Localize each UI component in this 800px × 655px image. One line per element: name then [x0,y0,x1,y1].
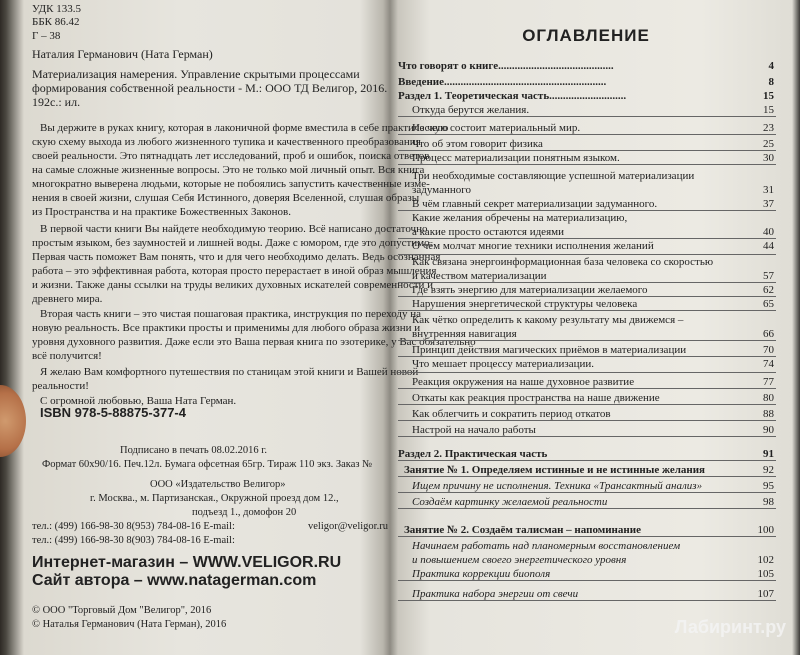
toc-entry-page: 102 [757,554,774,566]
toc-entry-title: Введение........................................................... [398,76,607,88]
publisher-line: ООО «Издательство Велигор» [150,479,286,490]
toc-entry-page: 23 [763,122,774,134]
toc-entry [398,138,776,150]
copyright-line: © ООО "Торговый Дом "Велигор", 2016 [32,605,212,616]
toc-entry [398,104,776,116]
toc-entry-page: 74 [763,358,774,370]
toc-entry-page: 100 [757,524,774,536]
imprint-line: В первой части книги Вы найдете необходимую теорию. Всё написано достаточно [40,223,428,235]
toc-entry [398,588,776,600]
imprint-line: новую реальность. Все практики просты и применимы для любого образа жизни и [32,322,421,334]
toc-entry-page: 65 [763,298,774,310]
table-rule [398,460,776,461]
imprint-line: нения в своей жизни, слушая Себя Истинного, доверяя Вселенной, слушая образы [32,192,420,204]
table-rule [398,536,776,537]
publisher-line: Формат 60х90/16. Печ.12л. Бумага офсетная 65гр. Тираж 110 экз. Заказ № [42,459,373,470]
toc-entry-title: Начинаем работать над планомерным восстановлением [412,540,681,552]
imprint-line: Первая часть поможет Вам понять, что и для чего необходимо делать. Ведь осознанная [32,251,441,263]
toc-entry [398,122,776,134]
toc-entry-title: Раздел 2. Практическая часть [398,448,548,460]
toc-entry-title: О чём молчат многие техники исполнения желаний [412,240,654,252]
imprint-line: простым языком, без заумностей и лишней воды. Даже с юмором, где это допустимо. [32,237,433,249]
table-rule [398,254,776,255]
toc-entry [398,60,776,72]
toc-entry-title: Как облегчить и сократить период откатов [412,408,611,420]
imprint-line: на самые сложные жизненные вопросы. Это не только мой личный опыт. Вся книга [32,164,425,176]
toc-entry-title: Создаём картинку желаемой реальности [412,496,608,508]
copyright-line: © Наталья Германович (Ната Герман), 2016 [32,619,227,630]
imprint-line: С огромной любовью, Ваша Ната Герман. [40,395,237,407]
toc-entry-page: 15 [763,104,774,116]
toc-entry-title: Как связана энергоинформационная база человека со скоростью [412,256,714,268]
table-rule [398,210,776,211]
table-rule [398,164,776,165]
table-rule [398,580,776,581]
toc-entry-title: Как чётко определить к какому результату мы движемся – [412,314,684,326]
toc-entry-page: 62 [763,284,774,296]
table-rule [398,600,776,601]
toc-entry-title: Практика набора энергии от свечи [412,588,579,600]
table-rule [398,282,776,283]
toc-entry-title: В чём главный секрет материализации задуманного. [412,198,658,210]
toc-entry-page: 105 [757,568,774,580]
toc-entry [398,212,776,224]
watermark-logo: Лабиринт.ру [674,617,786,637]
imprint-line: Материализация намерения. Управление скрытыми процессами [32,67,360,81]
toc-entry [398,298,776,310]
toc-entry-title: Что говорят о книге.......................................... [398,60,614,72]
table-rule [398,238,776,239]
toc-entry-page: 66 [763,328,774,340]
toc-entry-title: и повышением своего энергетического уровня [412,554,627,566]
toc-entry-page: 91 [763,448,774,460]
toc-entry-page: 95 [763,480,774,492]
toc-entry-page: 88 [763,408,774,420]
publisher-line: подъезд 1., домофон 20 [192,507,297,518]
table-rule [398,310,776,311]
toc-entry-title: задуманного [412,184,471,196]
table-rule [398,436,776,437]
toc-entry-page: 107 [757,588,774,600]
toc-entry [398,448,776,460]
toc-entry-title: Что мешает процессу материализации. [412,358,595,370]
table-rule [398,404,776,405]
imprint-line: работа – это эффективная работа, которая просто перерастает в иной образ мышления [32,265,437,277]
toc-entry-page: 40 [763,226,774,238]
table-rule [398,420,776,421]
imprint-line: скую схему выхода из любого жизненного тупика и качественного преобразования [32,136,421,148]
toc-entry [398,464,776,476]
author-site: Сайт автора – www.natagerman.com [32,572,317,589]
toc-entry-title: Нарушения энергетической структуры человека [412,298,638,310]
toc-entry-title: Откаты как реакция пространства на наше движение [412,392,660,404]
imprint-line: Вторая часть книги – это чистая пошаговая практика, инструкция по переходу на [40,308,421,320]
imprint-line: Наталия Германович (Ната Герман) [32,47,213,61]
shop-url: Интернет-магазин – WWW.VELIGOR.RU [32,554,342,571]
imprint-line: уровня духовного развития. Даже если это Ваша первая книга по эзотерике, у Вас обязательно [32,336,476,348]
publisher-line: тел.: (499) 166-98-30 8(953) 784-08-16 E-mail: [32,521,235,532]
toc-entry [398,152,776,164]
toc-entry-title: Настрой на начало работы [412,424,536,436]
toc-entry [398,270,776,282]
toc-entry-page: 98 [763,496,774,508]
toc-entry-page: 92 [763,464,774,476]
toc-entry-title: Ищем причину не исполнения. Техника «Трансактный анализ» [412,480,703,492]
toc-entry [398,568,776,580]
toc-entry [398,76,776,88]
toc-entry-page: 31 [763,184,774,196]
toc-entry [398,184,776,196]
toc-entry-title: Процесс материализации понятным языком. [412,152,620,164]
table-rule [398,296,776,297]
toc-entry-title: Где взять энергию для материализации желаемого [412,284,648,296]
toc-entry-page: 57 [763,270,774,282]
toc-entry-title: Раздел 1. Теоретическая часть............................ [398,90,627,102]
toc-title: ОГЛАВЛЕНИЕ [522,26,650,45]
toc-entry [398,424,776,436]
toc-entry-page: 30 [763,152,774,164]
toc-entry-title: Откуда берутся желания. [412,104,530,116]
toc-entry [398,358,776,370]
table-rule [398,340,776,341]
toc-entry-title: Практика коррекции биополя [412,568,551,580]
toc-entry [398,392,776,404]
table-rule [398,492,776,493]
toc-entry [398,540,776,552]
toc-entry-page: 44 [763,240,774,252]
imprint-line: Вы держите в руках книгу, которая в лаконичной форме вместила в себе практическую [40,122,449,134]
toc-entry-title: и качеством материализации [412,270,547,282]
toc-entry [398,170,776,182]
toc-entry-page: 4 [768,60,774,72]
toc-entry [398,90,776,102]
toc-entry-title: Реакция окружения на наше духовное развитие [412,376,635,388]
imprint-line: ББК 86.42 [32,16,80,28]
toc-entry-page: 80 [763,392,774,404]
toc-entry [398,240,776,252]
imprint-line: УДК 133.5 [32,3,82,15]
publisher-line: Подписано в печать 08.02.2016 г. [120,445,267,456]
imprint-line: древнего мира. [32,293,103,305]
toc-entry [398,198,776,210]
toc-entry-title: Занятие № 2. Создаём талисман – напоминание [404,524,641,536]
publisher-line: тел.: (499) 166-98-30 8(903) 784-08-16 E-mail: [32,535,235,546]
toc-entry-page: 70 [763,344,774,356]
toc-entry-title: Занятие № 1. Определяем истинные и не истинные желания [404,464,706,476]
toc-entry-title: внутренняя навигация [412,328,517,340]
imprint-line: Я желаю Вам комфортного путешествия по станицам этой книги и Вашей новой [40,366,419,378]
toc-entry-title: а какие просто остаются идеями [412,226,564,238]
toc-entry [398,480,776,492]
publisher-line: veligor@veligor.ru [308,521,388,532]
table-rule [398,476,776,477]
toc-entry [398,256,776,268]
toc-entry [398,284,776,296]
toc-entry [398,554,776,566]
toc-entry [398,376,776,388]
toc-entry-title: Из чего состоит материальный мир. [412,122,581,134]
imprint-line: формирования собственной реальности - М.: ООО ТД Велигор, 2016. [32,81,388,95]
toc-entry-page: 15 [763,90,774,102]
toc-entry-title: Что об этом говорит физика [412,138,543,150]
table-rule [398,150,776,151]
imprint-line: и жизни. Также даны ссылки на труды великих духовных искателей современности и [32,279,434,291]
imprint-line: 192с.: ил. [32,95,81,109]
toc-entry-title: Принцип действия магических приёмов в материализации [412,344,687,356]
table-rule [398,356,776,357]
toc-entry [398,344,776,356]
toc-entry [398,524,776,536]
toc-entry [398,226,776,238]
imprint-line: Г – 38 [32,30,61,42]
toc-entry-page: 77 [763,376,774,388]
toc-entry-title: Три необходимые составляющие успешной материализации [412,170,695,182]
toc-entry-page: 90 [763,424,774,436]
imprint-line: многократно выверена людьми, которые не побоялись запустить качественные изме- [32,178,430,190]
imprint-line: всё получится! [32,350,102,362]
toc-entry [398,314,776,326]
toc-entry-page: 25 [763,138,774,150]
imprint-line: реальности! [32,380,89,392]
toc-entry-page: 8 [768,76,774,88]
table-rule [398,372,776,373]
publisher-line: г. Москва., м. Партизанская., Окружной проезд дом 12., [90,493,339,504]
table-rule [398,388,776,389]
table-rule [398,508,776,509]
table-rule [398,116,776,117]
imprint-line: своей реальности. Это пятнадцать лет исследований, проб и ошибок, поиска ответов [32,150,430,162]
isbn: ISBN 978-5-88875-377-4 [40,405,186,420]
toc-entry [398,496,776,508]
table-rule [398,134,776,135]
toc-entry-page: 37 [763,198,774,210]
toc-entry-title: Какие желания обречены на материализацию, [412,212,628,224]
toc-entry [398,408,776,420]
imprint-line: из Пространства и на практике Божественных Законов. [32,206,291,218]
toc-entry [398,328,776,340]
